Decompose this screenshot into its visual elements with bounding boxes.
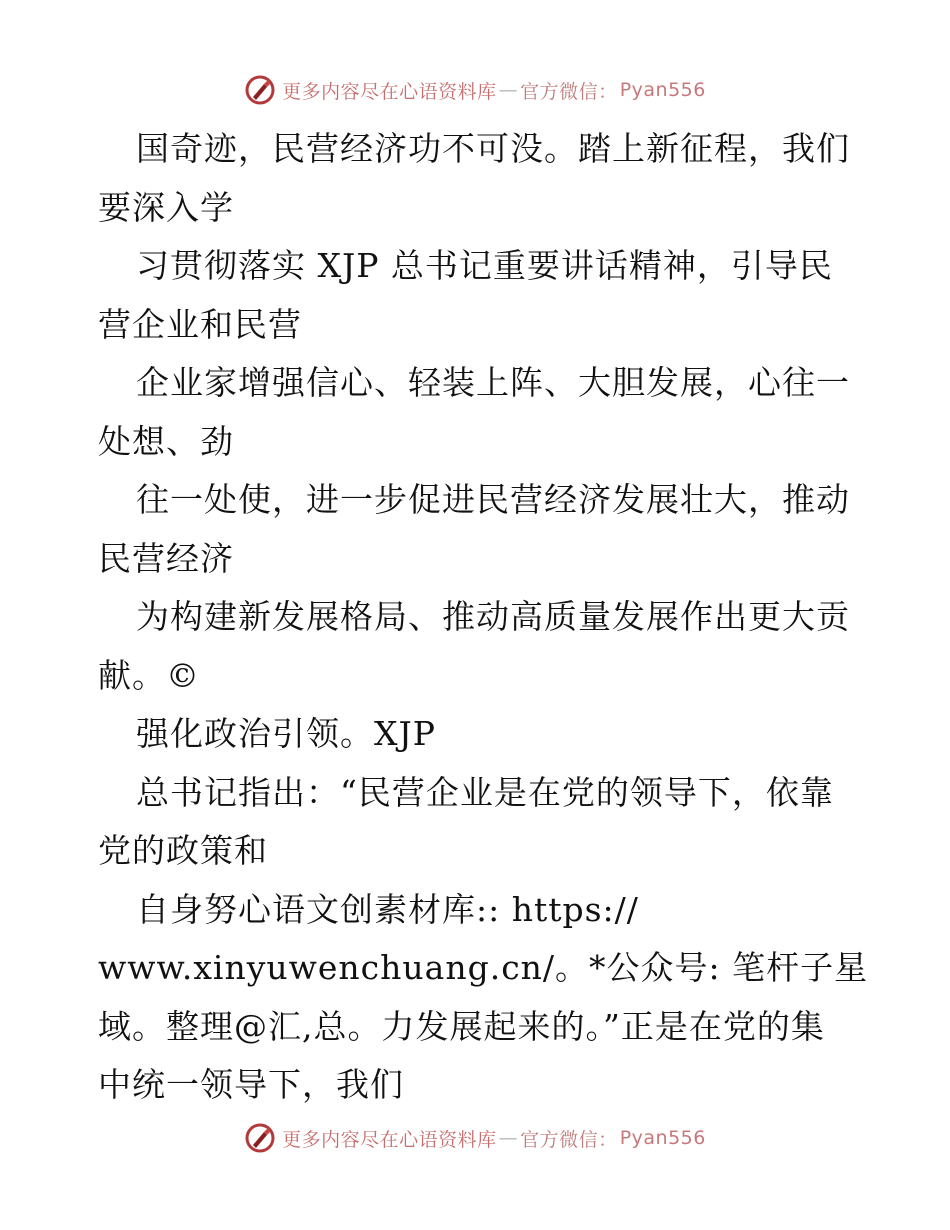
body-line: 习贯彻落实 XJP 总书记重要讲话精神，引导民 [136,246,833,285]
body-line: www.xinyuwenchuang.cn/。*公众号: 笔杆子星 [98,948,869,987]
pen-circle-logo-icon [244,1122,276,1154]
body-line: 强化政治引领。XJP [136,714,436,753]
footer-watermark [0,1118,950,1158]
body-line: 民营经济 [98,538,234,578]
pen-circle-logo-icon [244,74,276,106]
watermark-separator: — [498,79,519,101]
header-watermark [0,70,950,110]
body-line: 营企业和民营 [98,304,302,344]
body-line: 中统一领导下，我们 [98,1065,404,1104]
body-line: 自身努心语文创素材库:: https:// [136,889,639,929]
watermark-text: 更多内容尽在心语资料库 [282,1128,497,1151]
body-line: 往一处使，进一步促进民营经济发展壮大，推动 [136,480,850,519]
watermark-wechat-id: Pyan556 [619,79,706,101]
watermark-text: 更多内容尽在心语资料库 [282,80,497,103]
watermark-wechat-label: 官方微信： [520,80,618,103]
body-line: 国奇迹，民营经济功不可没。踏上新征程，我们 [136,129,850,168]
watermark-wechat-id: Pyan556 [619,1127,706,1149]
body-line: 为构建新发展格局、推动高质量发展作出更大贡 [136,597,850,636]
body-line: 要深入学 [98,187,234,227]
body-line: 总书记指出：“民营企业是在党的领导下，依靠 [136,772,834,812]
document-body [98,120,869,1115]
body-line: 企业家增强信心、轻装上阵、大胆发展，心往一 [136,363,850,402]
body-line: 党的政策和 [98,831,268,870]
body-line: 域。整理@汇,总。力发展起来的。”正是在党的集 [98,1006,825,1046]
body-line: 献。© [98,655,200,695]
watermark-separator: — [498,1127,519,1149]
body-line: 处想、劲 [98,421,234,461]
watermark-wechat-label: 官方微信： [520,1128,618,1151]
